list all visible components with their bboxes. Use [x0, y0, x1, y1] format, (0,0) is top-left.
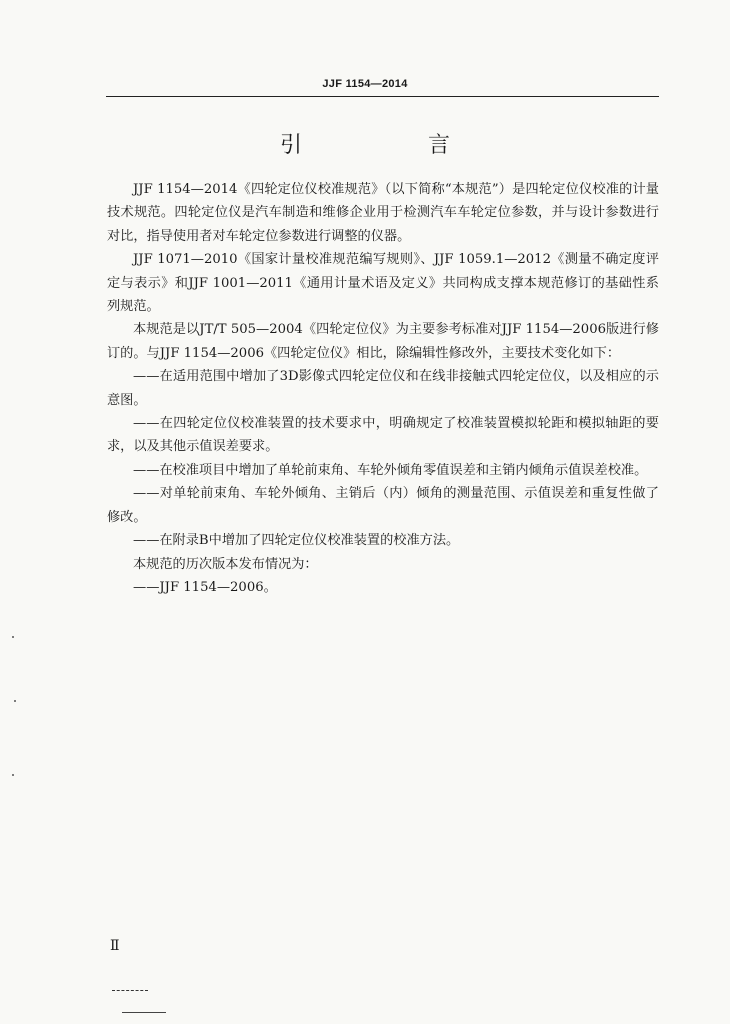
version-history-intro: 本规范的历次版本发布情况为： — [133, 556, 318, 572]
paragraph-revision: 本规范是以JT/T 505—2004《四轮定位仪》为主要参考标准对JJF 1154—2006版进行修订的。与JJF 1154—2006《四轮定位仪》相比，除编辑性修改外，主要技术变化如下： — [107, 322, 659, 361]
page-number: Ⅱ — [110, 938, 120, 954]
change-item-4: ——对单轮前束角、车轮外倾角、主销后（内）倾角的测量范围、示值误差和重复性做了修改。 — [107, 486, 659, 525]
scan-speck — [14, 700, 16, 702]
page-title: 引 言 — [279, 133, 502, 158]
change-item-5: ——在附录B中增加了四轮定位仪校准装置的校准方法。 — [133, 533, 460, 549]
scan-speck — [12, 774, 14, 776]
version-history-item: ——JJF 1154—2006。 — [133, 579, 277, 595]
header-rule — [106, 96, 659, 97]
body-text — [107, 178, 659, 599]
scan-mark — [112, 990, 148, 991]
paragraph-references: JJF 1071—2010《国家计量校准规范编写规则》、JJF 1059.1—2012《测量不确定度评定与表示》和JJF 1001—2011《通用计量术语及定义》共同构成支撑本规范修订的基础性系列规范。 — [107, 252, 659, 315]
change-item-3: ——在校准项目中增加了单轮前束角、车轮外倾角零值误差和主销内倾角示值误差校准。 — [133, 462, 648, 478]
scan-mark — [122, 1012, 166, 1013]
change-item-1: ——在适用范围中增加了3D影像式四轮定位仪和在线非接触式四轮定位仪，以及相应的示意图。 — [107, 369, 659, 408]
change-item-2: ——在四轮定位仪校准装置的技术要求中，明确规定了校准装置模拟轮距和模拟轴距的要求，以及其他示值误差要求。 — [107, 416, 659, 455]
paragraph-scope: JJF 1154—2014《四轮定位仪校准规范》（以下简称“本规范”）是四轮定位仪校准的计量技术规范。四轮定位仪是汽车制造和维修企业用于检测汽车车轮定位参数，并与设计参数进行对比，指导使用者对车轮定位参数进行调整的仪器。 — [107, 182, 659, 244]
scan-speck — [12, 636, 14, 638]
document-code-header: JJF 1154—2014 — [322, 78, 408, 90]
